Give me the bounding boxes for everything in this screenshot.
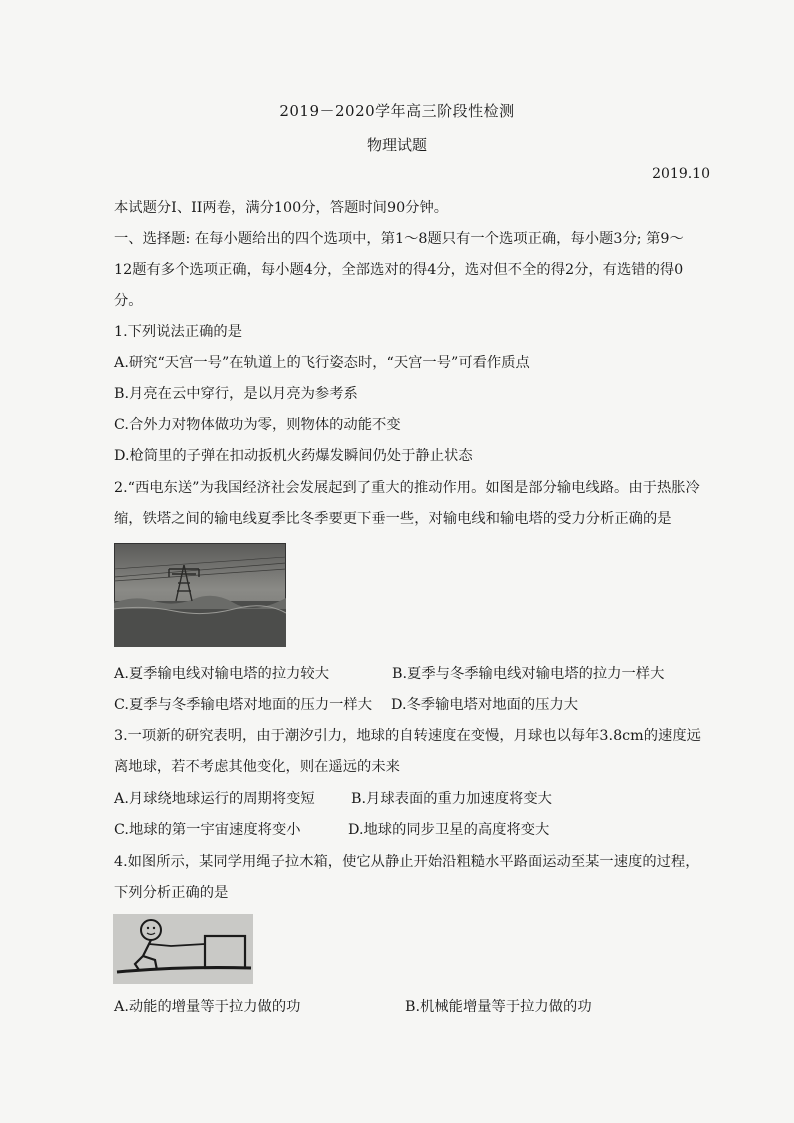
person-pulling-box-image	[113, 914, 253, 984]
q4-stem-line-1: 4.如图所示，某同学用绳子拉木箱，使它从静止开始沿粗糙水平路面运动至某一速度的过程，	[114, 854, 700, 870]
exam-date: 2019.10	[652, 166, 710, 182]
power-tower-image	[114, 543, 286, 647]
q2-option-c: C.夏季与冬季输电塔对地面的压力一样大	[114, 697, 373, 713]
q3-option-b: B.月球表面的重力加速度将变大	[351, 791, 552, 807]
q4-option-a: A.动能的增量等于拉力做的功	[114, 999, 301, 1015]
q2-option-b: B.夏季与冬季输电线对输电塔的拉力一样大	[392, 666, 665, 682]
q1-option-d: D.枪筒里的子弹在扣动扳机火药爆发瞬间仍处于静止状态	[114, 448, 473, 464]
q1-option-c: C.合外力对物体做功为零，则物体的动能不变	[114, 417, 401, 433]
q2-stem-line-2: 缩，铁塔之间的输电线夏季比冬季要更下垂一些，对输电线和输电塔的受力分析正确的是	[114, 511, 672, 527]
intro-text: 本试题分I、II两卷，满分100分，答题时间90分钟。	[114, 200, 449, 216]
q2-option-d: D.冬季输电塔对地面的压力大	[391, 697, 579, 713]
section1-line-3: 分。	[114, 293, 143, 309]
q3-stem-line-1: 3.一项新的研究表明，由于潮汐引力，地球的自转速度在变慢，月球也以每年3.8cm的速度远	[114, 728, 701, 744]
subject-title: 物理试题	[366, 136, 427, 154]
exam-title: 2019－2020学年高三阶段性检测	[279, 102, 515, 120]
q4-option-b: B.机械能增量等于拉力做的功	[405, 999, 592, 1015]
section1-line-1: 一、选择题: 在每小题给出的四个选项中，第1～8题只有一个选项正确，每小题3分; 第9～	[114, 231, 684, 247]
q3-option-a: A.月球绕地球运行的周期将变短	[114, 791, 315, 807]
q3-option-c: C.地球的第一宇宙速度将变小	[114, 822, 301, 838]
q3-option-d: D.地球的同步卫星的高度将变大	[348, 822, 550, 838]
power-line-photo	[114, 543, 286, 647]
q1-option-a: A.研究“天宫一号”在轨道上的飞行姿态时，“天宫一号”可看作质点	[114, 355, 530, 371]
q2-option-a: A.夏季输电线对输电塔的拉力较大	[114, 666, 330, 682]
q1-option-b: B.月亮在云中穿行，是以月亮为参考系	[114, 386, 358, 402]
q2-stem-line-1: 2.“西电东送”为我国经济社会发展起到了重大的推动作用。如图是部分输电线路。由于热胀冷	[114, 480, 700, 496]
q1-stem: 1.下列说法正确的是	[114, 324, 243, 340]
q3-stem-line-2: 离地球，若不考虑其他变化，则在遥远的未来	[114, 759, 400, 775]
q4-stem-line-2: 下列分析正确的是	[114, 885, 229, 901]
pull-box-figure	[113, 914, 253, 984]
section1-line-2: 12题有多个选项正确，每小题4分，全部选对的得4分，选对但不全的得2分，有选错的得0	[114, 262, 684, 278]
